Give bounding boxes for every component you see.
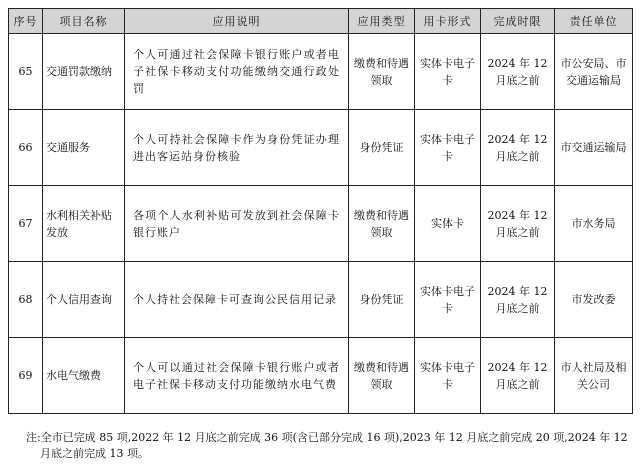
cell-name: 个人信用查询 [43,262,125,338]
cell-desc: 个人可通过社会保障卡银行账户或者电子社保卡移动支付功能缴纳交通行政处罚 [125,34,349,110]
header-row [9,9,633,34]
cell-no: 69 [9,338,43,414]
col-header-type: 应用类型 [349,9,415,34]
col-header-no: 序号 [9,9,43,34]
cell-unit: 市交通运输局 [555,110,633,186]
cell-desc: 个人可以通过社会保障卡银行账户或者电子社保卡移动支付功能缴纳水电气费 [125,338,349,414]
cell-unit: 市水务局 [555,186,633,262]
table-row [9,262,633,338]
cell-deadline: 2024 年 12 月底之前 [481,186,555,262]
col-header-unit: 责任单位 [555,9,633,34]
services-table [8,8,633,414]
cell-card: 实体卡电子卡 [415,338,481,414]
cell-deadline: 2024 年 12 月底之前 [481,110,555,186]
footnote-text: 注:全市已完成 85 项,2022 年 12 月底之前完成 36 项(含已部分完成 16 项),2023 年 12 月底之前完成 20 项,2024 年 12 月底之前完成 13 项。 [26,431,628,460]
footnote [26,430,640,462]
cell-card: 实体卡电子卡 [415,34,481,110]
cell-name: 水电气缴费 [43,338,125,414]
cell-deadline: 2024 年 12 月底之前 [481,338,555,414]
table-row [9,186,633,262]
cell-no: 68 [9,262,43,338]
cell-name: 水利相关补贴发放 [43,186,125,262]
cell-card: 实体卡电子卡 [415,262,481,338]
cell-name: 交通罚款缴纳 [43,34,125,110]
cell-unit: 市人社局及相关公司 [555,338,633,414]
cell-desc: 个人可持社会保障卡作为身份凭证办理进出客运站身份核验 [125,110,349,186]
table-row [9,338,633,414]
col-header-desc: 应用说明 [125,9,349,34]
cell-no: 66 [9,110,43,186]
cell-no: 65 [9,34,43,110]
cell-type: 缴费和待遇领取 [349,338,415,414]
cell-type: 身份凭证 [349,110,415,186]
cell-unit: 市发改委 [555,262,633,338]
cell-card: 实体卡 [415,186,481,262]
cell-type: 缴费和待遇领取 [349,34,415,110]
cell-deadline: 2024 年 12 月底之前 [481,262,555,338]
col-header-card: 用卡形式 [415,9,481,34]
cell-desc: 各项个人水利补贴可发放到社会保障卡银行账户 [125,186,349,262]
col-header-name: 项目名称 [43,9,125,34]
cell-unit: 市公安局、市交通运输局 [555,34,633,110]
cell-type: 缴费和待遇领取 [349,186,415,262]
col-header-deadline: 完成时限 [481,9,555,34]
table-row [9,34,633,110]
cell-deadline: 2024 年 12 月底之前 [481,34,555,110]
cell-desc: 个人持社会保障卡可查询公民信用记录 [125,262,349,338]
cell-name: 交通服务 [43,110,125,186]
table-row [9,110,633,186]
cell-type: 身份凭证 [349,262,415,338]
cell-no: 67 [9,186,43,262]
cell-card: 实体卡电子卡 [415,110,481,186]
